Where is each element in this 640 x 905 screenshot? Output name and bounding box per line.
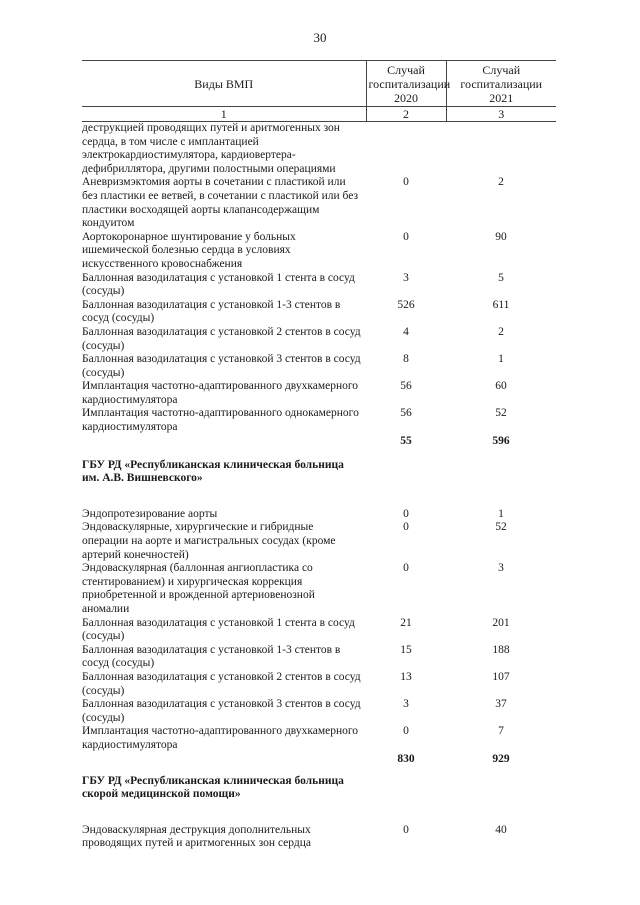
procedure-name-cell: Эндоваскулярные, хирургические и гибридные операции на аорте и магистральных сосудах (кроме артерий конечностей) — [82, 521, 336, 561]
table-row — [82, 380, 556, 407]
column-number: 1 — [82, 107, 366, 122]
table-row — [82, 326, 556, 353]
procedure-name-cell: Имплантация частотно-адаптированного однокамерного кардиостимулятора — [82, 407, 359, 434]
column-number: 2 — [366, 107, 446, 122]
organization-name-cell: ГБУ РД «Республиканская клиническая больница им. А.В. Вишневского» — [82, 458, 344, 485]
value-2020-cell: 55 — [400, 434, 412, 447]
value-2021-cell: 37 — [495, 698, 507, 711]
table-row — [82, 299, 556, 326]
value-2020-cell: 0 — [403, 176, 409, 189]
value-2021-cell: 2 — [498, 176, 504, 189]
value-2021-cell: 7 — [498, 725, 504, 738]
table-row — [82, 562, 556, 616]
value-2021-cell: 611 — [492, 298, 510, 311]
value-2020-cell: 0 — [403, 562, 409, 575]
value-2020-cell: 13 — [400, 670, 412, 683]
value-2021-cell — [446, 122, 556, 177]
page-number: 30 — [313, 30, 327, 45]
value-2020-cell: 56 — [400, 380, 412, 393]
value-2020-cell: 526 — [397, 298, 415, 311]
value-2020-cell: 830 — [397, 752, 415, 765]
column-number-row — [82, 107, 556, 122]
procedure-name-cell: Эндоваскулярная (баллонная ангиопластика со стентированием) и хирургическая коррекция приобретенной и врожденной артериовенозной аномалии — [82, 562, 315, 615]
procedure-name-cell: Баллонная вазодилатация с установкой 1-3 стентов в сосуд (сосуды) — [82, 643, 341, 670]
value-2021-cell: 929 — [492, 752, 510, 765]
value-2020-cell: 0 — [403, 823, 409, 836]
value-2021-cell: 40 — [495, 823, 507, 836]
procedure-name-cell: Эндоваскулярная деструкция дополнительных проводящих путей и аритмогенных зон сердца — [82, 823, 311, 850]
value-2020-cell: 3 — [403, 698, 409, 711]
value-2020-cell: 0 — [403, 725, 409, 738]
value-2021-cell: 90 — [495, 230, 507, 243]
procedure-name-cell: Имплантация частотно-адаптированного двухкамерного кардиостимулятора — [82, 380, 359, 406]
value-2020-cell: 0 — [403, 521, 409, 534]
table-row — [82, 176, 556, 230]
table-row — [82, 698, 556, 725]
procedure-name-cell: Баллонная вазодилатация с установкой 3 стентов в сосуд (сосуды) — [82, 698, 361, 724]
value-2021-cell: 52 — [495, 407, 507, 420]
header-row — [82, 61, 556, 107]
header-2021: Случай госпитализации 2021 — [446, 61, 556, 107]
value-2021-cell: 1 — [498, 507, 504, 520]
value-2020-cell: 56 — [400, 407, 412, 420]
table-row — [82, 671, 556, 698]
value-2021-cell: 1 — [498, 353, 504, 366]
table-body — [82, 122, 556, 851]
table-row — [82, 508, 556, 522]
table-row — [82, 353, 556, 380]
table-row — [82, 231, 556, 272]
table-row — [82, 122, 556, 177]
value-2021-cell: 3 — [498, 562, 504, 575]
table-row — [82, 407, 556, 434]
value-2020-cell: 3 — [403, 271, 409, 284]
value-2020-cell: 0 — [403, 507, 409, 520]
value-2020-cell: 0 — [403, 230, 409, 243]
procedure-name-cell: Эндопротезирование аорты — [82, 507, 218, 520]
procedure-name-cell: Баллонная вазодилатация с установкой 1-3 стентов в сосуд (сосуды) — [82, 298, 341, 325]
procedure-name-cell: деструкцией проводящих путей и аритмогенных зон сердца, в том числе с имплантацией электрокардиостимулятора, кардиовертера-дефибриллятора, другими полостными операциями — [82, 122, 340, 175]
value-2021-cell: 201 — [492, 616, 510, 629]
vmp-table — [82, 60, 556, 851]
procedure-name-cell: Аневризмэктомия аорты в сочетании с пластикой или без пластики ее ветвей, в сочетании с пластикой или без пластики восходящей аорты клапансодержащим кондуитом — [82, 176, 359, 230]
value-2020-cell: 4 — [403, 325, 409, 338]
column-number: 3 — [446, 107, 556, 122]
header-vmp-type: Виды ВМП — [82, 61, 366, 107]
table-row — [82, 521, 556, 562]
value-2021-cell: 52 — [495, 521, 507, 534]
value-2020-cell: 21 — [400, 616, 412, 629]
table-row — [82, 272, 556, 299]
procedure-name-cell: Баллонная вазодилатация с установкой 2 стентов в сосуд (сосуды) — [82, 670, 361, 697]
organization-row — [82, 435, 556, 508]
table-row — [82, 824, 556, 851]
procedure-name-cell: Имплантация частотно-адаптированного двухкамерного кардиостимулятора — [82, 725, 359, 751]
value-2021-cell: 188 — [492, 643, 510, 656]
value-2020-cell: 8 — [403, 353, 409, 366]
value-2020-cell: 15 — [400, 643, 412, 656]
table-row — [82, 725, 556, 752]
value-2021-cell: 5 — [498, 271, 504, 284]
organization-name-cell: ГБУ РД «Республиканская клиническая больница скорой медицинской помощи» — [82, 774, 344, 801]
procedure-name-cell: Баллонная вазодилатация с установкой 1 стента в сосуд (сосуды) — [82, 271, 355, 298]
procedure-name-cell: Баллонная вазодилатация с установкой 1 стента в сосуд (сосуды) — [82, 616, 355, 643]
header-2020: Случай госпитализации 2020 — [366, 61, 446, 107]
organization-row — [82, 753, 556, 824]
value-2021-cell: 107 — [492, 670, 510, 683]
procedure-name-cell: Аортокоронарное шунтирование у больных ишемической болезнью сердца в условиях искусственного кровоснабжения — [82, 230, 296, 270]
value-2021-cell: 60 — [495, 380, 507, 393]
procedure-name-cell: Баллонная вазодилатация с установкой 3 стентов в сосуд (сосуды) — [82, 353, 361, 379]
table-row — [82, 617, 556, 644]
value-2020-cell — [366, 122, 446, 177]
procedure-name-cell: Баллонная вазодилатация с установкой 2 стентов в сосуд (сосуды) — [82, 325, 361, 352]
value-2021-cell: 596 — [492, 434, 510, 447]
value-2021-cell: 2 — [498, 325, 504, 338]
table-row — [82, 644, 556, 671]
